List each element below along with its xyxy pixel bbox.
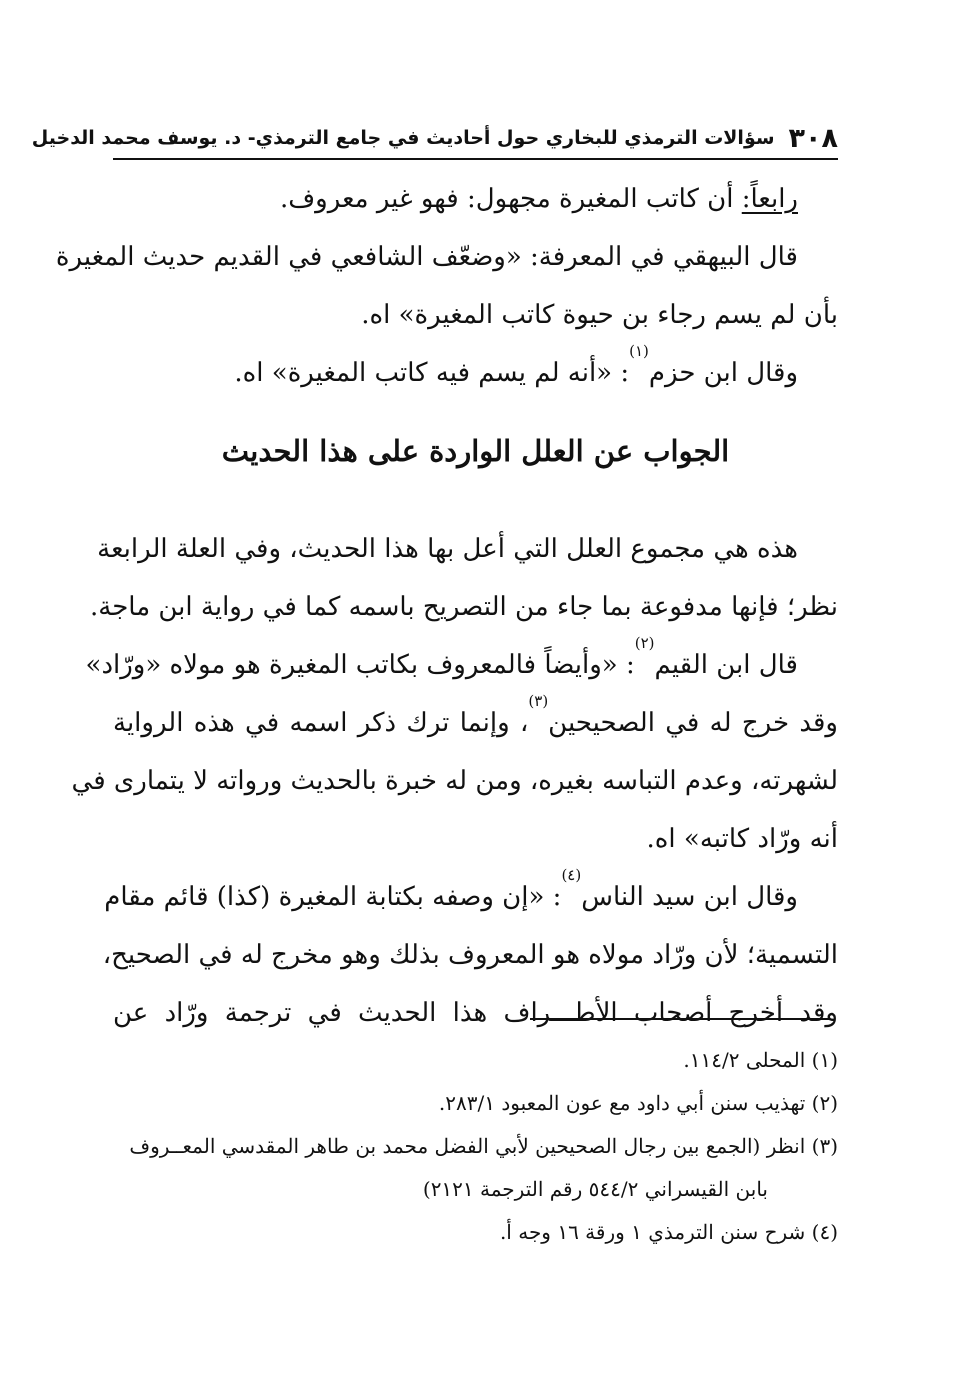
footnote-3-line-1: (٣) انظر (الجمع بين رجال الصحيحين لأبي الفضل محمد بن طاهر المقدسي المعــروف (129, 1134, 838, 1158)
ibn-sayyid-quote-line-3: وقد أخرج أصحاب الأطـــراف هذا الحديث في ترجمة ورّاد عن (113, 998, 838, 1028)
bayhaqi-quote-line-1: قال البيهقي في المعرفة: «وضعّف الشافعي في القديم حديث المغيرة (55, 242, 798, 272)
ibn-qayyim-line2-post: ، وإنما ترك ذكر اسمه في هذه الرواية (113, 708, 529, 738)
running-title: سؤالات الترمذي للبخاري حول أحاديث في جامع الترمذي- د. يوسف محمد الدخيل (31, 127, 775, 149)
bayhaqi-quote-line-2: بأن لم يسم رجاء بن حيوة كاتب المغيرة» اه. (361, 300, 838, 330)
ibn-hazm-quote-post: : «أنه لم يسم فيه كاتب المغيرة» اه. (234, 358, 630, 388)
footnote-1: (١) المحلى ١١٤/٢. (683, 1048, 838, 1072)
ibn-qayyim-quote-pre: قال ابن القيم (654, 650, 798, 680)
answer-paragraph-line-2: نظر؛ فإنها مدفوعة بما جاء من التصريح باسمه كما في رواية ابن ماجة. (90, 592, 838, 622)
ibn-sayyid-quote-pre: وقال ابن سيد الناس (581, 882, 798, 912)
ibn-qayyim-quote-line-3: لشهرته، وعدم التباسه بغيره، ومن له خبرة بالحديث ورواته لا يتمارى في (71, 766, 838, 796)
footnote-separator (530, 1018, 830, 1020)
footnote-ref-1: (١) (629, 342, 649, 360)
ibn-hazm-quote-pre: وقال ابن حزم (648, 358, 798, 388)
ibn-sayyid-quote-line-1 (104, 866, 838, 926)
ibn-qayyim-line2-pre: وقد خرج له في الصحيحين (548, 708, 838, 738)
ibn-qayyim-quote-post: : «وأيضاً فالمعروف بكاتب المغيرة هو مولاه «ورّاد» (85, 650, 635, 680)
ibn-hazm-quote (113, 344, 838, 402)
paragraph-fourth-point (113, 170, 838, 228)
footnote-3-line-2: بابن القيسراني ٥٤٤/٢ رقم الترجمة ٢١٢١) (422, 1177, 768, 1201)
footnote-ref-2: (٢) (634, 634, 655, 652)
footnotes (113, 1040, 838, 1255)
ibn-sayyid-quote-post: : «إن وصفه بكتابة المغيرة (كذا) قائم مقام (104, 882, 562, 912)
fourth-point-text: أن كاتب المغيرة مجهول: فهو غير معروف. (279, 184, 742, 214)
section-heading: الجواب عن العلل الواردة على هذا الحديث (221, 434, 730, 468)
page-header (31, 118, 838, 160)
page-number: ٣٠٨ (788, 122, 838, 154)
main-text (55, 170, 838, 1042)
answer-paragraph-line-1: هذه هي مجموع العلل التي أعل بها هذا الحديث، وفي العلة الرابعة (97, 534, 798, 564)
ibn-qayyim-quote-line-4: أنه ورّاد كاتبه» اه. (646, 824, 838, 854)
heading-spacer (113, 496, 838, 520)
ibn-qayyim-quote-line-2 (113, 694, 838, 752)
footnote-ref-4: (٤) (561, 866, 582, 884)
ibn-qayyim-quote-line-1 (85, 634, 838, 694)
footnote-2: (٢) تهذيب سنن أبي داود مع عون المعبود ٢٨٣/١. (438, 1091, 838, 1115)
ibn-sayyid-quote-line-2: التسمية؛ لأن ورّاد مولاه هو المعروف بذلك وهو مخرج له في الصحيح، (102, 940, 838, 970)
footnote-ref-3: (٣) (528, 692, 549, 710)
fourth-point-label: رابعاً: (741, 184, 798, 214)
footnote-4: (٤) شرح سنن الترمذي ١ ورقة ١٦ وجه أ. (499, 1220, 838, 1244)
